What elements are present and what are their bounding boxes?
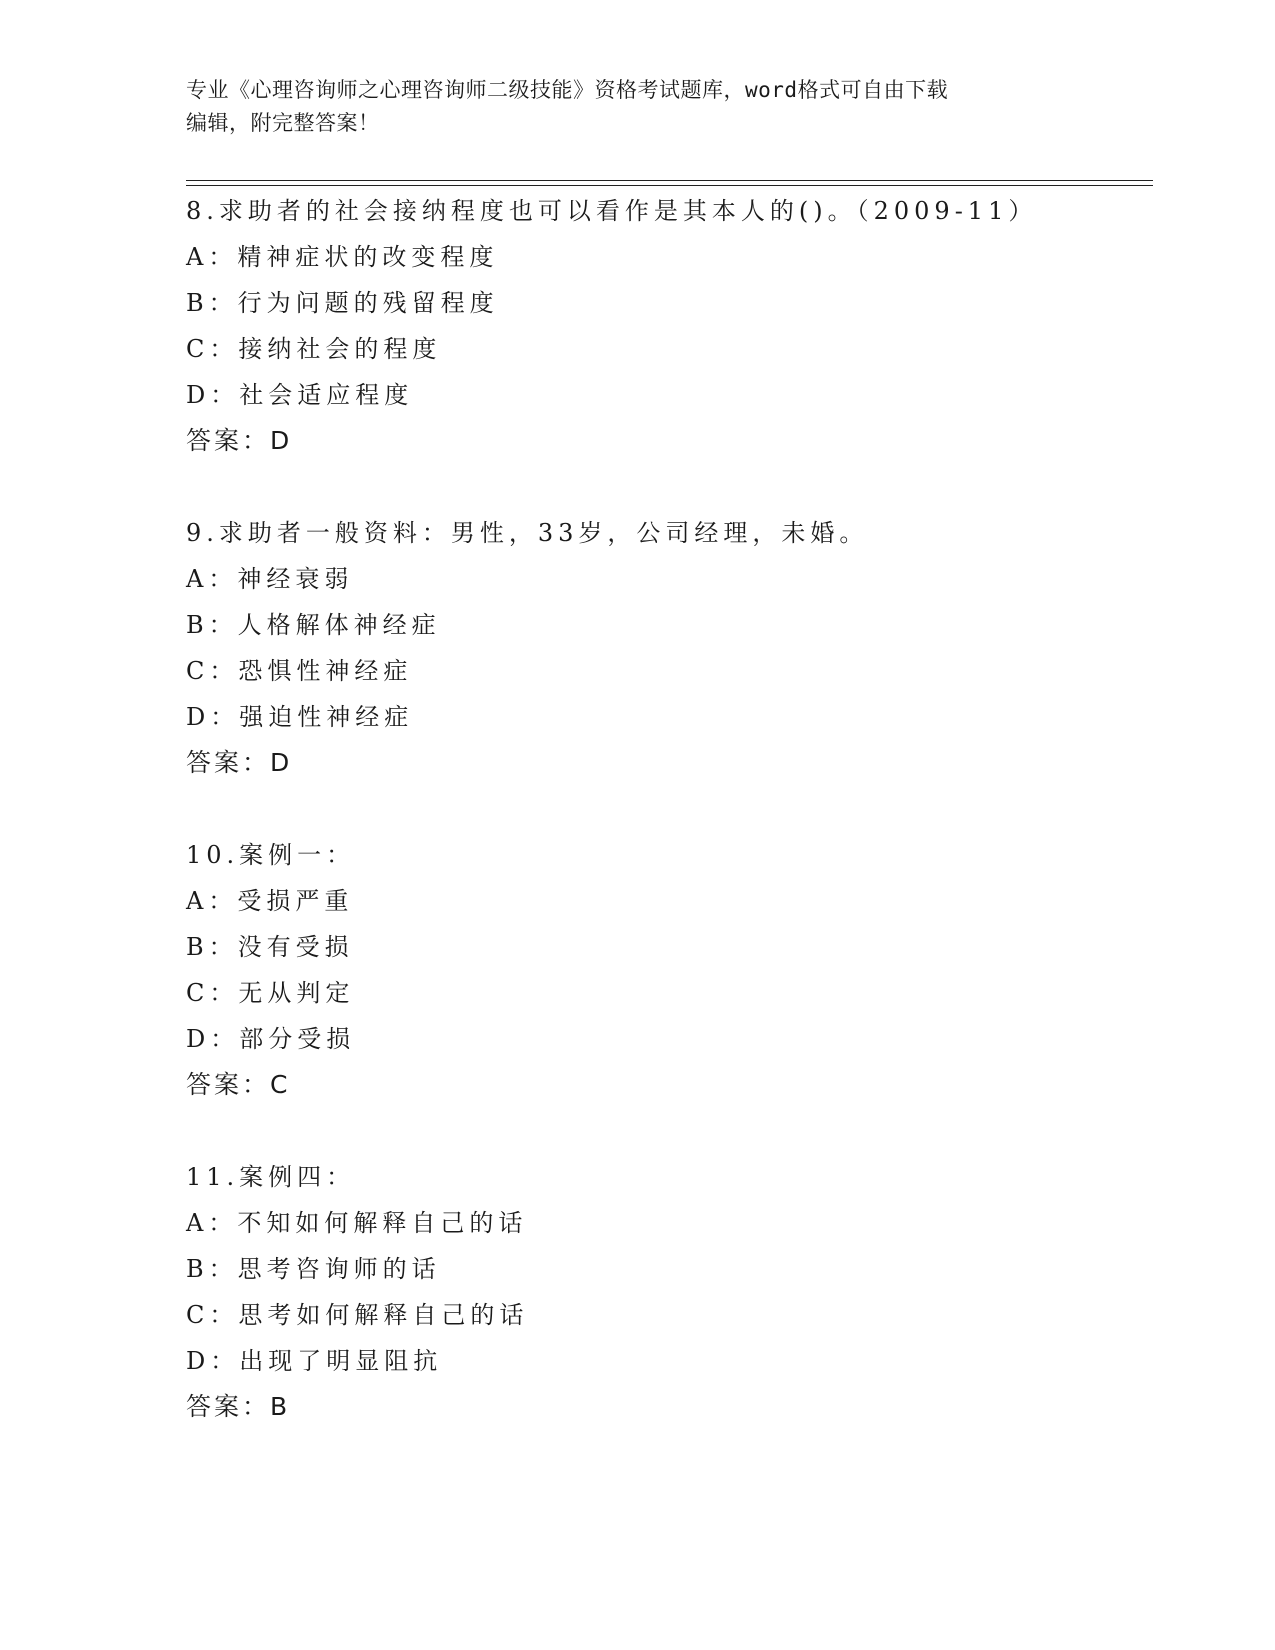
spacer bbox=[186, 464, 1146, 510]
document-header bbox=[186, 74, 1066, 140]
answer-line: 答案：D bbox=[186, 426, 293, 455]
option-d: D：出现了明显阻抗 bbox=[186, 1347, 443, 1375]
option-d: D：社会适应程度 bbox=[186, 381, 414, 409]
option-b: B：人格解体神经症 bbox=[186, 611, 441, 639]
question-10 bbox=[186, 832, 1146, 1154]
option-b: B：没有受损 bbox=[186, 933, 354, 961]
header-divider-bottom bbox=[186, 185, 1153, 186]
question-stem: 8.求助者的社会接纳程度也可以看作是其本人的()。（2009-11） bbox=[186, 197, 1038, 225]
question-11 bbox=[186, 1154, 1146, 1430]
option-d: D：部分受损 bbox=[186, 1025, 356, 1053]
option-a: A：受损严重 bbox=[186, 887, 354, 915]
question-9 bbox=[186, 510, 1146, 832]
option-d: D：强迫性神经症 bbox=[186, 703, 414, 731]
answer-line: 答案：B bbox=[186, 1392, 291, 1421]
option-a: A：神经衰弱 bbox=[186, 565, 354, 593]
question-stem: 9.求助者一般资料：男性，33岁，公司经理，未婚。 bbox=[186, 519, 869, 547]
option-c: C：无从判定 bbox=[186, 979, 355, 1007]
question-list bbox=[186, 188, 1146, 1430]
spacer bbox=[186, 786, 1146, 832]
question-8 bbox=[186, 188, 1146, 510]
header-line-1: 专业《心理咨询师之心理咨询师二级技能》资格考试题库，word格式可自由下载 bbox=[186, 78, 949, 102]
option-c: C：思考如何解释自己的话 bbox=[186, 1301, 529, 1329]
answer-line: 答案：D bbox=[186, 748, 293, 777]
answer-line: 答案：C bbox=[186, 1070, 291, 1099]
option-c: C：恐惧性神经症 bbox=[186, 657, 413, 685]
option-b: B：行为问题的残留程度 bbox=[186, 289, 499, 317]
option-b: B：思考咨询师的话 bbox=[186, 1255, 441, 1283]
spacer bbox=[186, 1108, 1146, 1154]
question-stem: 11.案例四： bbox=[186, 1163, 356, 1191]
option-a: A：精神症状的改变程度 bbox=[186, 243, 499, 271]
option-c: C：接纳社会的程度 bbox=[186, 335, 442, 363]
option-a: A：不知如何解释自己的话 bbox=[186, 1209, 528, 1237]
question-stem: 10.案例一： bbox=[186, 841, 356, 869]
header-divider-top bbox=[186, 180, 1153, 181]
header-line-2: 编辑，附完整答案！ bbox=[186, 111, 380, 135]
